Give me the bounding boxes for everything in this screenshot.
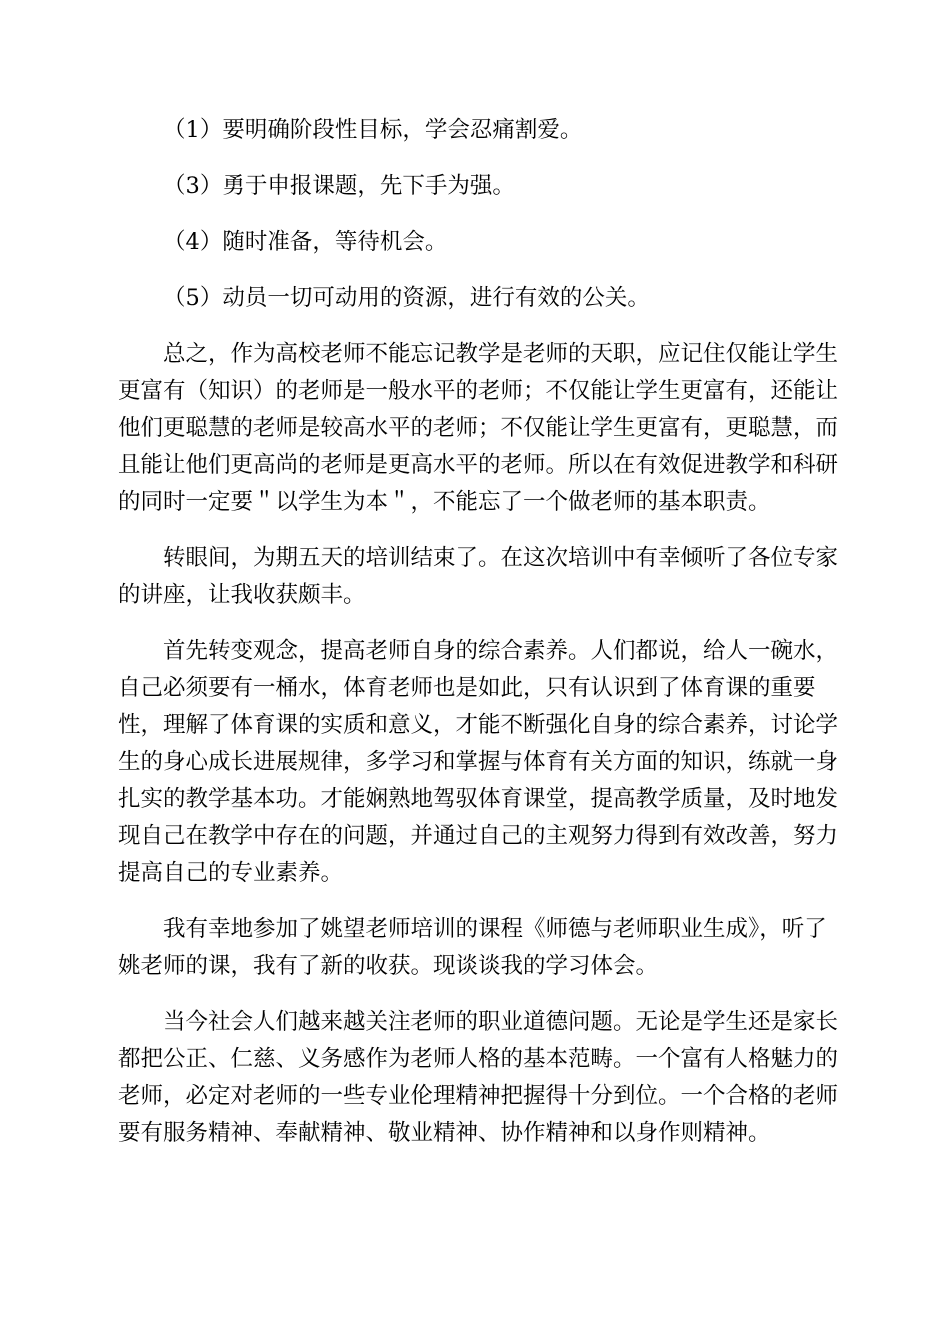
text-line: 的讲座，让我收获颇丰。 [118,582,366,608]
text-line: 转眼间，为期五天的培训结束了。在这次培训中有幸倾听了各位专家 [163,545,839,571]
paragraph-summary [118,336,839,521]
text-line: 的同时一定要＂以学生为本＂，不能忘了一个做老师的基本职责。 [118,489,771,515]
list-item: （1）要明确阶段性目标，学会忍痛割爱。 [163,117,583,143]
paragraph-course [118,911,836,985]
list-item: （5）动员一切可动用的资源，进行有效的公关。 [163,285,650,311]
text-line: 都把公正、仁慈、义务感作为老师人格的基本范畴。一个富有人格魅力的 [118,1046,839,1072]
text-line: 生的身心成长进展规律，多学习和掌握与体育有关方面的知识，练就一身 [118,749,839,775]
paragraph-training-end [118,540,839,614]
text-line: 当今社会人们越来越关注老师的职业道德问题。无论是学生还是家长 [163,1009,839,1035]
text-line: 姚老师的课，我有了新的收获。现谈谈我的学习体会。 [118,953,659,979]
text-line: 扎实的教学基本功。才能娴熟地驾驭体育课堂，提高教学质量，及时地发 [118,786,839,812]
list-item: （3）勇于申报课题，先下手为强。 [163,173,515,199]
text-line: 他们更聪慧的老师是较高水平的老师；不仅能让学生更富有，更聪慧，而 [118,415,839,441]
text-line: 我有幸地参加了姚望老师培训的课程《师德与老师职业生成》，听了 [163,916,827,942]
paragraph-ethics [118,1004,839,1152]
text-line: 总之，作为高校老师不能忘记教学是老师的天职，应记住仅能让学生 [163,341,839,367]
paragraph-change-concept [118,633,839,892]
text-line: 且能让他们更高尚的老师是更高水平的老师。所以在有效促进教学和科研 [118,452,839,478]
text-line: 要有服务精神、奉献精神、敬业精神、协作精神和以身作则精神。 [118,1120,771,1146]
list-item: （4）随时准备，等待机会。 [163,229,448,255]
text-line: 提高自己的专业素养。 [118,860,344,886]
text-line: 现自己在教学中存在的问题，并通过自己的主观努力得到有效改善，努力 [118,823,839,849]
text-line: 更富有（知识）的老师是一般水平的老师；不仅能让学生更富有，还能让 [118,378,839,404]
text-line: 老师，必定对老师的一些专业伦理精神把握得十分到位。一个合格的老师 [118,1083,839,1109]
document-body [118,112,839,1171]
text-line: 性，理解了体育课的实质和意义，才能不断强化自身的综合素养，讨论学 [118,712,839,738]
text-line: 自己必须要有一桶水，体育老师也是如此，只有认识到了体育课的重要 [118,675,816,701]
text-line: 首先转变观念，提高老师自身的综合素养。人们都说，给人一碗水， [163,638,839,664]
